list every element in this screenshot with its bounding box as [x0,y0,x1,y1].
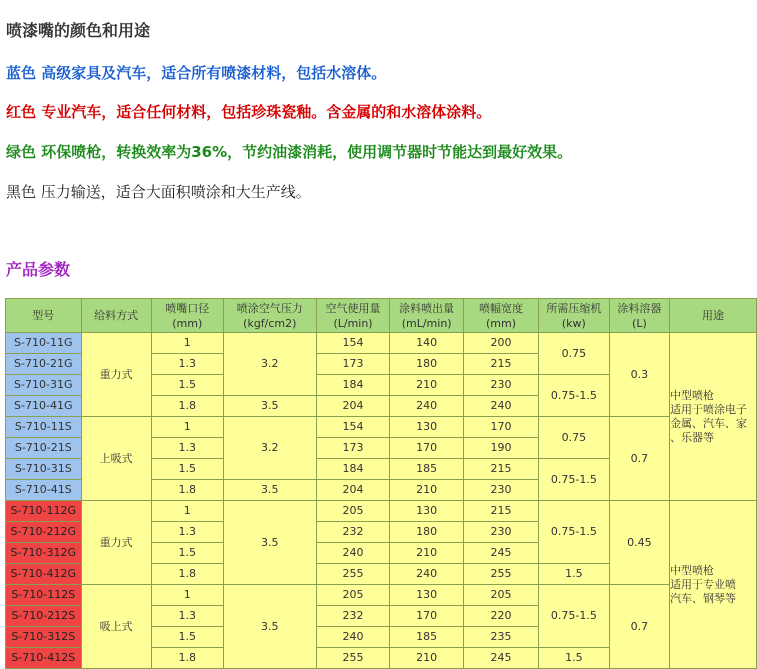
table-row [6,333,757,354]
air-usage-cell: 205 [316,501,389,522]
air-usage-cell: 255 [316,564,389,585]
spray-width-cell: 245 [464,648,539,669]
table-row [6,585,757,606]
cup-volume-cell: 0.45 [609,501,669,585]
header-air: 空气使用量 (L/min) [316,299,389,333]
nozzle-cell: 1 [151,501,223,522]
air-usage-cell: 154 [316,333,389,354]
air-usage-cell: 184 [316,459,389,480]
paint-output-cell: 185 [390,459,464,480]
intro-blue-line: 蓝色 高级家具及汽车，适合所有喷漆材料，包括水溶体。 [6,64,387,82]
compressor-cell: 0.75 [538,333,609,375]
nozzle-cell: 1.5 [151,459,223,480]
air-usage-cell: 232 [316,606,389,627]
paint-output-cell: 130 [390,501,464,522]
model-cell: S-710-412G [6,564,82,585]
model-cell: S-710-11G [6,333,82,354]
nozzle-cell: 1.3 [151,606,223,627]
air-usage-cell: 205 [316,585,389,606]
pressure-cell: 3.2 [223,333,316,396]
air-usage-cell: 204 [316,396,389,417]
spray-width-cell: 235 [464,627,539,648]
nozzle-cell: 1.8 [151,396,223,417]
usage-cell: 中型喷枪 适用于专业喷 汽车、钢琴等 [670,501,757,669]
nozzle-cell: 1.5 [151,543,223,564]
product-params-table [5,298,757,669]
header-width: 喷幅宽度 (mm) [464,299,539,333]
air-usage-cell: 204 [316,480,389,501]
air-usage-cell: 240 [316,627,389,648]
section-title: 产品参数 [6,260,71,279]
model-cell: S-710-21S [6,438,82,459]
spray-width-cell: 245 [464,543,539,564]
paint-output-cell: 185 [390,627,464,648]
pressure-cell: 3.5 [223,501,316,585]
model-cell: S-710-212S [6,606,82,627]
model-cell: S-710-21G [6,354,82,375]
compressor-cell: 0.75-1.5 [538,459,609,501]
paint-output-cell: 180 [390,354,464,375]
spray-width-cell: 205 [464,585,539,606]
air-usage-cell: 173 [316,438,389,459]
table-row [6,501,757,522]
header-paint: 涂料喷出量 (mL/min) [390,299,464,333]
air-usage-cell: 232 [316,522,389,543]
cup-volume-cell: 0.7 [609,585,669,669]
paint-output-cell: 130 [390,417,464,438]
header-nozzle: 喷嘴口径 (mm) [151,299,223,333]
nozzle-cell: 1 [151,417,223,438]
pressure-cell: 3.2 [223,417,316,480]
model-cell: S-710-312S [6,627,82,648]
model-cell: S-710-31G [6,375,82,396]
spray-width-cell: 220 [464,606,539,627]
feed-method-cell: 重力式 [81,501,151,585]
paint-output-cell: 140 [390,333,464,354]
compressor-cell: 0.75-1.5 [538,501,609,564]
model-cell: S-710-41G [6,396,82,417]
paint-output-cell: 210 [390,480,464,501]
model-cell: S-710-412S [6,648,82,669]
nozzle-cell: 1.8 [151,564,223,585]
header-pressure: 喷涂空气压力 (kgf/cm2) [223,299,316,333]
paint-output-cell: 170 [390,606,464,627]
nozzle-cell: 1.5 [151,375,223,396]
model-cell: S-710-11S [6,417,82,438]
compressor-cell: 0.75-1.5 [538,585,609,648]
model-cell: S-710-112G [6,501,82,522]
model-cell: S-710-31S [6,459,82,480]
nozzle-cell: 1.3 [151,522,223,543]
spray-width-cell: 230 [464,480,539,501]
table-row [6,417,757,438]
air-usage-cell: 240 [316,543,389,564]
pressure-cell: 3.5 [223,480,316,501]
compressor-cell: 0.75-1.5 [538,375,609,417]
nozzle-cell: 1.3 [151,438,223,459]
spray-width-cell: 215 [464,501,539,522]
paint-output-cell: 240 [390,564,464,585]
feed-method-cell: 吸上式 [81,585,151,669]
paint-output-cell: 210 [390,375,464,396]
air-usage-cell: 184 [316,375,389,396]
cup-volume-cell: 0.3 [609,333,669,417]
spray-width-cell: 170 [464,417,539,438]
feed-method-cell: 重力式 [81,333,151,417]
feed-method-cell: 上吸式 [81,417,151,501]
model-cell: S-710-212G [6,522,82,543]
intro-green-line: 绿色 环保喷枪，转换效率为36%，节约油漆消耗，使用调节器时节能达到最好效果。 [6,143,573,161]
air-usage-cell: 173 [316,354,389,375]
header-model: 型号 [6,299,82,333]
compressor-cell: 1.5 [538,564,609,585]
air-usage-cell: 255 [316,648,389,669]
header-usage: 用途 [670,299,757,333]
pressure-cell: 3.5 [223,585,316,669]
paint-output-cell: 240 [390,396,464,417]
header-feed: 给料方式 [81,299,151,333]
nozzle-cell: 1.8 [151,648,223,669]
model-cell: S-710-312G [6,543,82,564]
intro-black-line: 黑色 压力输送，适合大面积喷涂和大生产线。 [6,183,311,201]
spray-width-cell: 230 [464,522,539,543]
pressure-cell: 3.5 [223,396,316,417]
header-cup: 涂料溶器 (L) [609,299,669,333]
air-usage-cell: 154 [316,417,389,438]
nozzle-cell: 1 [151,333,223,354]
nozzle-cell: 1.5 [151,627,223,648]
compressor-cell: 1.5 [538,648,609,669]
paint-output-cell: 170 [390,438,464,459]
compressor-cell: 0.75 [538,417,609,459]
paint-output-cell: 210 [390,543,464,564]
model-cell: S-710-112S [6,585,82,606]
paint-output-cell: 180 [390,522,464,543]
usage-cell: 中型喷枪 适用于喷涂电子 金属、汽车、家 、乐器等 [670,333,757,501]
intro-red-line: 红色 专业汽车，适合任何材料，包括珍珠瓷釉。含金属的和水溶体涂料。 [6,103,492,121]
nozzle-cell: 1 [151,585,223,606]
spray-width-cell: 215 [464,354,539,375]
intro-heading: 喷漆嘴的颜色和用途 [6,21,151,40]
spray-width-cell: 255 [464,564,539,585]
paint-output-cell: 210 [390,648,464,669]
header-compressor: 所需压缩机 (kw) [538,299,609,333]
paint-output-cell: 130 [390,585,464,606]
spray-width-cell: 200 [464,333,539,354]
cup-volume-cell: 0.7 [609,417,669,501]
spray-width-cell: 190 [464,438,539,459]
spray-width-cell: 230 [464,375,539,396]
model-cell: S-710-41S [6,480,82,501]
spray-width-cell: 240 [464,396,539,417]
nozzle-cell: 1.3 [151,354,223,375]
spray-width-cell: 215 [464,459,539,480]
nozzle-cell: 1.8 [151,480,223,501]
